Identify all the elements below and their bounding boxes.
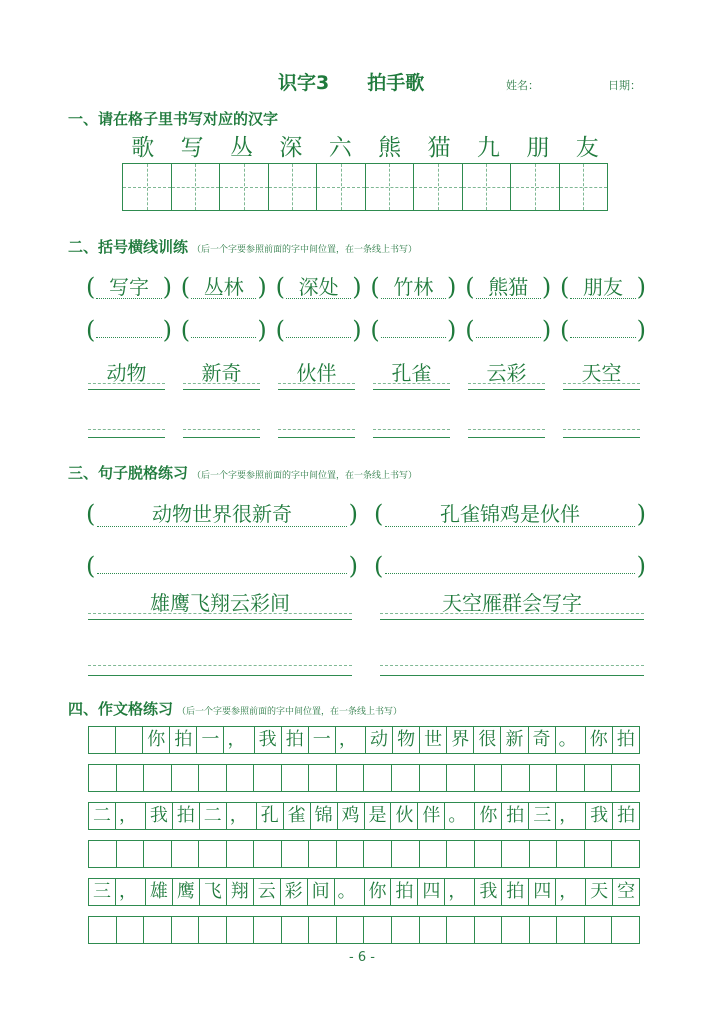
bracket-word: 写字	[96, 276, 161, 299]
section2-heading	[68, 236, 417, 257]
grid-cell[interactable]	[172, 765, 200, 791]
sentence-bracket-item: ( 孔雀锦鸡是伙伴 )	[374, 500, 646, 528]
bracket-blank[interactable]: ( )	[465, 316, 552, 344]
line-blank[interactable]	[88, 408, 165, 438]
bracket-item: ( 熊猫 )	[465, 273, 552, 301]
grid-cell[interactable]	[530, 765, 558, 791]
grid-cell[interactable]: 翔	[227, 879, 254, 905]
grid-cell[interactable]: 奇	[529, 727, 556, 753]
grid-cell[interactable]: 你	[475, 803, 502, 829]
char-0: 歌	[131, 135, 155, 161]
tian-cell[interactable]	[414, 164, 463, 210]
grid-cell[interactable]: 鹰	[173, 879, 200, 905]
grid-cell[interactable]	[420, 765, 448, 791]
grid-cell[interactable]: 云	[254, 879, 281, 905]
tian-cell[interactable]	[366, 164, 415, 210]
sentence-bracket-blank[interactable]: ( )	[374, 552, 646, 580]
section1-characters	[118, 132, 612, 164]
grid-row	[88, 916, 640, 944]
grid-cell[interactable]	[282, 765, 310, 791]
line-item	[183, 360, 260, 390]
section2-note: （后一个字要参照前面的字中间位置，在一条线上书写）	[192, 245, 418, 255]
grid-cell[interactable]: 我	[255, 727, 282, 753]
sentence-line-text: 天空雁群会写字	[442, 591, 582, 615]
grid-cell[interactable]: 二	[200, 803, 227, 829]
grid-cell[interactable]: 你	[365, 879, 392, 905]
grid-cell[interactable]: 伙	[391, 803, 418, 829]
grid-cell[interactable]	[557, 917, 585, 943]
grid-cell[interactable]	[475, 917, 503, 943]
grid-cell[interactable]: 雄	[146, 879, 173, 905]
grid-cell[interactable]	[612, 917, 639, 943]
grid-cell[interactable]	[364, 917, 392, 943]
sentence-line-item	[380, 588, 644, 620]
sentence-bracket-blank[interactable]: ( )	[86, 552, 358, 580]
section3-note: （后一个字要参照前面的字中间位置，在一条线上书写）	[192, 471, 418, 481]
char-9: 友	[575, 135, 599, 161]
grid-cell[interactable]: 鸡	[338, 803, 365, 829]
char-2: 丛	[229, 135, 253, 161]
tian-cell[interactable]	[463, 164, 512, 210]
grid-cell[interactable]	[392, 841, 420, 867]
grid-cell[interactable]: 飞	[200, 879, 227, 905]
grid-cell[interactable]	[116, 727, 143, 753]
grid-cell[interactable]: ，	[556, 879, 586, 905]
grid-cell[interactable]: ，	[445, 879, 475, 905]
char-4: 六	[328, 135, 352, 161]
line-item	[373, 360, 450, 390]
tian-cell[interactable]	[172, 164, 221, 210]
grid-cell[interactable]	[585, 917, 613, 943]
grid-cell[interactable]: 。	[445, 803, 475, 829]
bracket-blank[interactable]: ( )	[559, 316, 646, 344]
page-title	[278, 68, 424, 95]
bracket-item: ( 丛林 )	[180, 273, 267, 301]
grid-cell[interactable]: 我	[475, 879, 502, 905]
sentence-line-row-filled	[88, 588, 644, 620]
bracket-item: ( 深处 )	[275, 273, 362, 301]
tian-cell[interactable]	[123, 164, 172, 210]
grid-cell[interactable]	[447, 841, 475, 867]
grid-cell[interactable]	[585, 765, 613, 791]
grid-cell[interactable]: 四	[529, 879, 556, 905]
bracket-word: 丛林	[191, 276, 256, 299]
grid-cell[interactable]	[282, 841, 310, 867]
sentence-bracket-row-blank	[86, 552, 646, 580]
grid-cell[interactable]	[420, 841, 448, 867]
grid-cell[interactable]: 一	[197, 727, 224, 753]
section4-heading-text: 四、作文格练习	[68, 700, 174, 718]
char-7: 九	[476, 135, 500, 161]
grid-cell[interactable]: 伴	[418, 803, 445, 829]
section1-heading	[68, 108, 278, 129]
grid-cell[interactable]: ，	[116, 803, 146, 829]
char-1: 写	[180, 135, 204, 161]
grid-cell[interactable]: 三	[89, 879, 116, 905]
line-blank[interactable]	[278, 408, 355, 438]
bracket-word: 深处	[286, 276, 351, 299]
sentence-bracket-text: 动物世界很新奇	[97, 502, 346, 527]
grid-cell[interactable]	[117, 765, 145, 791]
grid-cell[interactable]	[502, 841, 530, 867]
grid-cell[interactable]	[364, 841, 392, 867]
sentence-line-blank[interactable]	[88, 644, 352, 676]
grid-cell[interactable]	[612, 765, 639, 791]
grid-row	[88, 764, 640, 792]
line-blank[interactable]	[373, 408, 450, 438]
grid-cell[interactable]	[530, 917, 558, 943]
section3-heading-text: 三、句子脱格练习	[68, 464, 189, 482]
grid-cell[interactable]: ，	[336, 727, 366, 753]
bracket-word: 竹林	[381, 276, 446, 299]
sentence-line-row-blank	[88, 644, 644, 676]
grid-row	[88, 878, 640, 906]
sentence-line-blank[interactable]	[380, 644, 644, 676]
grid-cell[interactable]	[420, 917, 448, 943]
grid-cell[interactable]	[89, 727, 116, 753]
grid-cell[interactable]: 彩	[281, 879, 308, 905]
bracket-item: ( 竹林 )	[370, 273, 457, 301]
bracket-word: 朋友	[570, 276, 635, 299]
bracket-item: ( 朋友 )	[559, 273, 646, 301]
char-6: 猫	[427, 135, 451, 161]
sentence-line-text: 雄鹰飞翔云彩间	[150, 591, 290, 615]
grid-cell[interactable]	[117, 917, 145, 943]
grid-cell[interactable]	[475, 765, 503, 791]
line-word: 天空	[581, 361, 622, 385]
bracket-blank[interactable]: ( )	[180, 316, 267, 344]
tian-cell[interactable]	[317, 164, 366, 210]
grid-cell[interactable]	[337, 917, 365, 943]
grid-cell[interactable]	[172, 841, 200, 867]
page-number: - 6 -	[349, 950, 375, 965]
grid-cell[interactable]	[337, 765, 365, 791]
bracket-word: 熊猫	[476, 276, 541, 299]
grid-cell[interactable]	[144, 917, 172, 943]
grid-cell[interactable]	[530, 841, 558, 867]
section4-note: （后一个字要参照前面的字中间位置，在一条线上书写）	[177, 707, 403, 717]
grid-cell[interactable]	[557, 841, 585, 867]
grid-row	[88, 840, 640, 868]
line-word: 孔雀	[391, 361, 432, 385]
bracket-row-blank	[86, 316, 646, 344]
grid-cell[interactable]	[447, 765, 475, 791]
grid-cell[interactable]	[117, 841, 145, 867]
grid-cell[interactable]	[557, 765, 585, 791]
grid-cell[interactable]	[254, 765, 282, 791]
grid-cell[interactable]: 我	[146, 803, 173, 829]
grid-cell[interactable]: 很	[474, 727, 501, 753]
grid-cell[interactable]	[392, 765, 420, 791]
grid-cell[interactable]	[447, 917, 475, 943]
grid-cell[interactable]: 天	[586, 879, 613, 905]
grid-cell[interactable]	[502, 917, 530, 943]
grid-cell[interactable]	[199, 841, 227, 867]
char-8: 朋	[526, 135, 550, 161]
line-item	[88, 360, 165, 390]
line-word: 新奇	[201, 361, 242, 385]
line-blank[interactable]	[468, 408, 545, 438]
grid-cell[interactable]	[337, 841, 365, 867]
grid-cell[interactable]	[227, 765, 255, 791]
tian-cell[interactable]	[269, 164, 318, 210]
grid-cell[interactable]: 间	[308, 879, 335, 905]
line-word: 动物	[106, 361, 147, 385]
grid-cell[interactable]: 世	[420, 727, 447, 753]
sentence-bracket-text: 孔雀锦鸡是伙伴	[385, 502, 634, 527]
bracket-blank[interactable]: ( )	[86, 316, 172, 344]
line-word: 伙伴	[296, 361, 337, 385]
line-blank[interactable]	[183, 408, 260, 438]
grid-cell[interactable]: ，	[116, 879, 146, 905]
grid-cell[interactable]: 界	[447, 727, 474, 753]
grid-cell[interactable]: 拍	[173, 803, 200, 829]
line-blank[interactable]	[563, 408, 640, 438]
grid-cell[interactable]: 一	[309, 727, 336, 753]
grid-cell[interactable]	[392, 917, 420, 943]
grid-cell[interactable]: 。	[556, 727, 586, 753]
tian-cell[interactable]	[511, 164, 560, 210]
grid-cell[interactable]	[282, 917, 310, 943]
sentence-line-item	[88, 588, 352, 620]
grid-cell[interactable]	[89, 841, 117, 867]
line-row-blank	[88, 408, 640, 438]
grid-cell[interactable]: ，	[227, 803, 257, 829]
grid-cell[interactable]: 动	[366, 727, 393, 753]
grid-cell[interactable]: 二	[89, 803, 116, 829]
date-label: 日期：	[608, 79, 641, 92]
bracket-row-filled	[86, 273, 646, 301]
grid-cell[interactable]	[89, 765, 117, 791]
line-word: 云彩	[486, 361, 527, 385]
grid-cell[interactable]: 空	[617, 881, 636, 902]
grid-cell[interactable]: 拍	[502, 879, 529, 905]
bracket-blank[interactable]: ( )	[275, 316, 362, 344]
grid-cell[interactable]	[475, 841, 503, 867]
grid-cell[interactable]: 你	[143, 727, 170, 753]
section3-heading	[68, 462, 417, 483]
tian-cell[interactable]	[220, 164, 269, 210]
name-label: 姓名：	[506, 79, 539, 92]
grid-cell[interactable]	[144, 765, 172, 791]
grid-row	[88, 726, 640, 754]
lesson-title: 拍手歌	[367, 72, 425, 94]
grid-cell[interactable]	[254, 917, 282, 943]
tian-grid	[122, 163, 608, 211]
grid-cell[interactable]: 锦	[311, 803, 338, 829]
grid-cell[interactable]	[199, 917, 227, 943]
grid-cell[interactable]	[254, 841, 282, 867]
grid-cell[interactable]: 拍	[616, 729, 635, 750]
grid-cell[interactable]: 三	[529, 803, 556, 829]
grid-cell[interactable]	[172, 917, 200, 943]
line-row-filled	[88, 360, 640, 390]
grid-cell[interactable]: 拍	[282, 727, 309, 753]
grid-cell[interactable]: 你	[586, 727, 613, 753]
grid-cell[interactable]	[227, 841, 255, 867]
grid-cell[interactable]	[89, 917, 117, 943]
section1-heading-text: 一、请在格子里书写对应的汉字	[68, 110, 279, 128]
grid-cell[interactable]	[612, 841, 639, 867]
section2-heading-text: 二、括号横线训练	[68, 238, 189, 256]
grid-cell[interactable]: 物	[393, 727, 420, 753]
grid-cell[interactable]: 拍	[502, 803, 529, 829]
grid-cell[interactable]: ，	[224, 727, 254, 753]
grid-cell[interactable]	[502, 765, 530, 791]
sentence-bracket-item: ( 动物世界很新奇 )	[86, 500, 358, 528]
grid-cell[interactable]	[309, 917, 337, 943]
section4-heading	[68, 698, 402, 719]
grid-row	[88, 802, 640, 830]
grid-cell[interactable]: 孔	[257, 803, 284, 829]
char-5: 熊	[378, 135, 402, 161]
grid-cell[interactable]: 拍	[170, 727, 197, 753]
line-item	[563, 360, 640, 390]
tian-cell[interactable]	[560, 164, 608, 210]
bracket-blank[interactable]: ( )	[370, 316, 457, 344]
grid-cell[interactable]	[364, 765, 392, 791]
grid-cell[interactable]	[227, 917, 255, 943]
grid-cell[interactable]: 。	[335, 879, 365, 905]
grid-cell[interactable]: 新	[501, 727, 528, 753]
grid-cell[interactable]: 拍	[617, 805, 636, 826]
grid-cell[interactable]	[144, 841, 172, 867]
grid-cell[interactable]	[585, 841, 613, 867]
lesson-label: 识字3	[278, 72, 330, 94]
bracket-item: ( 写字 )	[86, 273, 172, 301]
grid-cell[interactable]	[199, 765, 227, 791]
grid-cell[interactable]: 雀	[284, 803, 311, 829]
grid-cell[interactable]: 四	[418, 879, 445, 905]
sentence-bracket-row-filled	[86, 500, 646, 528]
line-item	[278, 360, 355, 390]
line-item	[468, 360, 545, 390]
grid-cell[interactable]: ，	[556, 803, 586, 829]
grid-cell[interactable]	[309, 841, 337, 867]
char-3: 深	[279, 135, 303, 161]
grid-cell[interactable]: 是	[365, 803, 392, 829]
grid-cell[interactable]: 拍	[391, 879, 418, 905]
grid-cell[interactable]: 我	[586, 803, 613, 829]
grid-cell[interactable]	[309, 765, 337, 791]
